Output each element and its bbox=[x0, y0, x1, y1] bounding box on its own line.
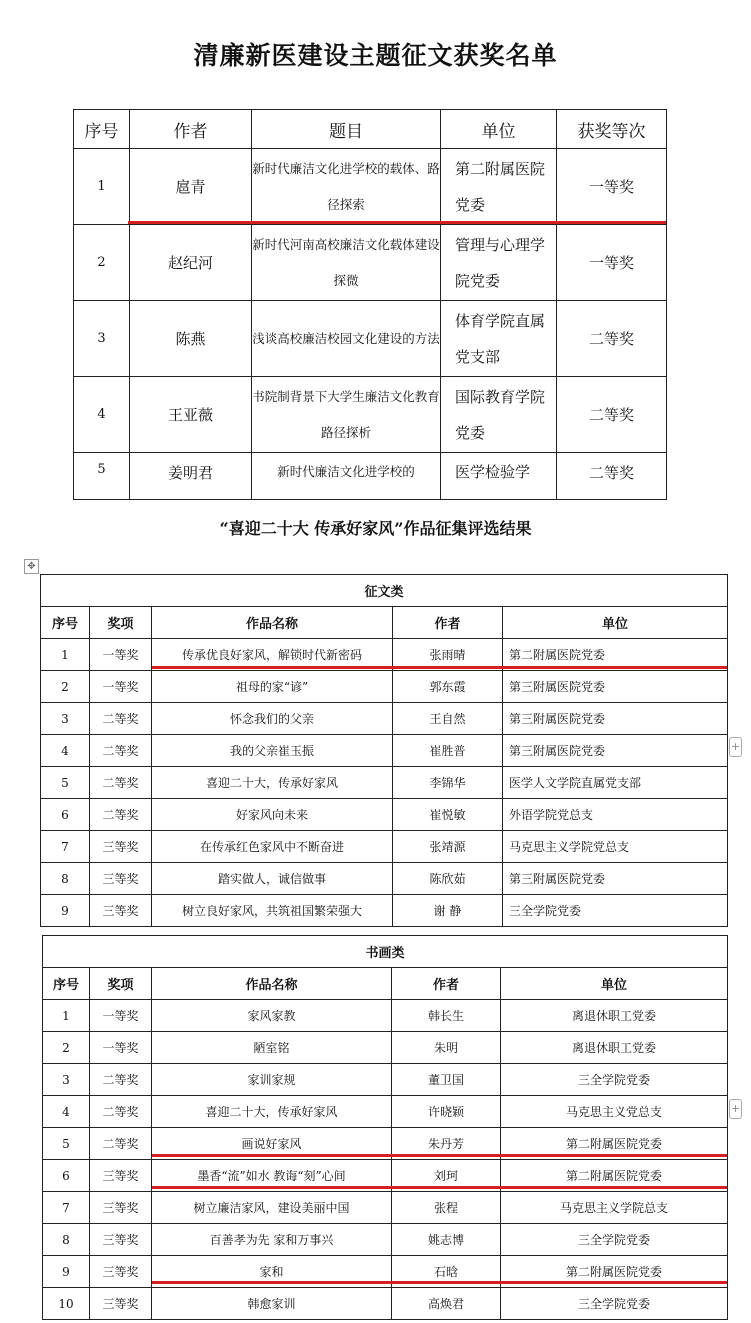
cell-award: 一等奖 bbox=[90, 1000, 152, 1032]
cell-author: 郭东霞 bbox=[393, 671, 503, 703]
cell-unit: 第三附属医院党委 bbox=[503, 703, 728, 735]
cell-num: 5 bbox=[43, 1128, 90, 1160]
cell-author: 姚志博 bbox=[392, 1224, 501, 1256]
cell-work: 踏实做人，诚信做事 bbox=[152, 863, 393, 895]
category-title: 书画类 bbox=[43, 936, 728, 968]
cell-num: 1 bbox=[43, 1000, 90, 1032]
cell-num: 1 bbox=[74, 149, 130, 225]
header-num: 序号 bbox=[43, 968, 90, 1000]
cell-author: 石晗 bbox=[392, 1256, 501, 1288]
cell-unit: 三全学院党委 bbox=[501, 1224, 728, 1256]
category-title: 征文类 bbox=[41, 575, 728, 607]
header-work: 作品名称 bbox=[152, 607, 393, 639]
cell-award: 一等奖 bbox=[557, 149, 667, 225]
cell-author: 陈欣茹 bbox=[393, 863, 503, 895]
cell-author: 崔悦敏 bbox=[393, 799, 503, 831]
cell-unit: 离退休职工党委 bbox=[501, 1032, 728, 1064]
cell-unit: 第三附属医院党委 bbox=[503, 671, 728, 703]
cell-unit: 三全学院党委 bbox=[503, 895, 728, 927]
cell-unit: 第三附属医院党委 bbox=[503, 863, 728, 895]
cell-work: 画说好家风 bbox=[152, 1128, 392, 1160]
table-row bbox=[43, 1032, 728, 1064]
cell-author: 李锦华 bbox=[393, 767, 503, 799]
table-row bbox=[41, 767, 728, 799]
cell-author: 张雨晴 bbox=[393, 639, 503, 671]
cell-award: 二等奖 bbox=[557, 301, 667, 377]
cell-award: 一等奖 bbox=[90, 639, 152, 671]
table-row bbox=[43, 1000, 728, 1032]
category-row bbox=[43, 936, 728, 968]
award-table-essay-contest bbox=[73, 109, 667, 500]
cell-num: 2 bbox=[41, 671, 90, 703]
cell-award: 三等奖 bbox=[90, 895, 152, 927]
header-topic: 题目 bbox=[252, 110, 441, 149]
table-row bbox=[41, 799, 728, 831]
cell-work: 家训家规 bbox=[152, 1064, 392, 1096]
table-header-row bbox=[41, 607, 728, 639]
cell-work: 家和 bbox=[152, 1256, 392, 1288]
cell-award: 三等奖 bbox=[90, 1288, 152, 1320]
cell-num: 1 bbox=[41, 639, 90, 671]
table-row bbox=[43, 1224, 728, 1256]
cell-author: 张程 bbox=[392, 1192, 501, 1224]
cell-work: 传承优良好家风，解锁时代新密码 bbox=[152, 639, 393, 671]
cell-num: 9 bbox=[43, 1256, 90, 1288]
cell-award: 二等奖 bbox=[90, 703, 152, 735]
cell-author: 张靖源 bbox=[393, 831, 503, 863]
cell-unit: 第三附属医院党委 bbox=[503, 735, 728, 767]
cell-award: 二等奖 bbox=[90, 1096, 152, 1128]
cell-award: 三等奖 bbox=[90, 831, 152, 863]
cell-work: 在传承红色家风中不断奋进 bbox=[152, 831, 393, 863]
cell-unit: 第二附属医院党委 bbox=[441, 149, 557, 225]
section-subtitle: “喜迎二十大 传承好家风”作品征集评选结果 bbox=[219, 519, 532, 538]
cell-num: 5 bbox=[74, 453, 130, 500]
cell-num: 8 bbox=[41, 863, 90, 895]
table-header-row bbox=[74, 110, 667, 149]
cell-unit: 离退休职工党委 bbox=[501, 1000, 728, 1032]
header-award: 获奖等次 bbox=[557, 110, 667, 149]
cell-author: 扈青 bbox=[130, 149, 252, 225]
add-row-icon[interactable]: + bbox=[729, 1099, 742, 1119]
cell-unit: 体育学院直属党支部 bbox=[441, 301, 557, 377]
cell-author: 高焕君 bbox=[392, 1288, 501, 1320]
cell-unit: 第二附属医院党委 bbox=[501, 1160, 728, 1192]
header-award: 奖项 bbox=[90, 607, 152, 639]
cell-work: 家风家教 bbox=[152, 1000, 392, 1032]
cell-unit: 第二附属医院党委 bbox=[501, 1128, 728, 1160]
cell-award: 二等奖 bbox=[90, 1128, 152, 1160]
cell-author: 姜明君 bbox=[130, 453, 252, 500]
cell-num: 10 bbox=[43, 1288, 90, 1320]
cell-num: 5 bbox=[41, 767, 90, 799]
cell-award: 三等奖 bbox=[90, 1256, 152, 1288]
cell-author: 王亚薇 bbox=[130, 377, 252, 453]
cell-award: 一等奖 bbox=[90, 671, 152, 703]
cell-award: 一等奖 bbox=[557, 225, 667, 301]
cell-num: 3 bbox=[43, 1064, 90, 1096]
cell-topic: 新时代河南高校廉洁文化载体建设探微 bbox=[252, 225, 441, 301]
cell-author: 韩长生 bbox=[392, 1000, 501, 1032]
header-unit: 单位 bbox=[503, 607, 728, 639]
cell-work: 我的父亲崔玉振 bbox=[152, 735, 393, 767]
cell-unit: 外语学院党总支 bbox=[503, 799, 728, 831]
cell-award: 一等奖 bbox=[90, 1032, 152, 1064]
cell-num: 7 bbox=[41, 831, 90, 863]
cell-author: 陈燕 bbox=[130, 301, 252, 377]
cell-work: 墨香“流”如水 教诲“刻”心间 bbox=[152, 1160, 392, 1192]
table-row bbox=[43, 1096, 728, 1128]
cell-award: 三等奖 bbox=[90, 1224, 152, 1256]
cell-topic: 浅谈高校廉洁校园文化建设的方法 bbox=[252, 301, 441, 377]
category-row bbox=[41, 575, 728, 607]
cell-award: 二等奖 bbox=[90, 1064, 152, 1096]
cell-work: 树立廉洁家风，建设美丽中国 bbox=[152, 1192, 392, 1224]
table-row bbox=[43, 1064, 728, 1096]
cell-author: 刘珂 bbox=[392, 1160, 501, 1192]
cell-num: 8 bbox=[43, 1224, 90, 1256]
cell-work: 陋室铭 bbox=[152, 1032, 392, 1064]
cell-award: 二等奖 bbox=[90, 767, 152, 799]
cell-author: 谢 静 bbox=[393, 895, 503, 927]
table-row bbox=[74, 453, 667, 500]
header-unit: 单位 bbox=[501, 968, 728, 1000]
header-num: 序号 bbox=[41, 607, 90, 639]
cell-topic: 书院制背景下大学生廉洁文化教育路径探析 bbox=[252, 377, 441, 453]
cell-award: 三等奖 bbox=[90, 1160, 152, 1192]
cell-unit: 医学人文学院直属党支部 bbox=[503, 767, 728, 799]
cell-author: 许晓颖 bbox=[392, 1096, 501, 1128]
cell-unit: 三全学院党委 bbox=[501, 1288, 728, 1320]
table-row bbox=[41, 863, 728, 895]
cell-num: 6 bbox=[43, 1160, 90, 1192]
cell-work: 树立良好家风，共筑祖国繁荣强大 bbox=[152, 895, 393, 927]
cell-unit: 管理与心理学院党委 bbox=[441, 225, 557, 301]
main-title: 清廉新医建设主题征文获奖名单 bbox=[193, 41, 558, 70]
table-row bbox=[41, 671, 728, 703]
table-row bbox=[41, 895, 728, 927]
cell-award: 二等奖 bbox=[557, 453, 667, 500]
table-row bbox=[41, 735, 728, 767]
cell-work: 韩愈家训 bbox=[152, 1288, 392, 1320]
cell-author: 王自然 bbox=[393, 703, 503, 735]
cell-work: 祖母的家“谚” bbox=[152, 671, 393, 703]
cell-num: 7 bbox=[43, 1192, 90, 1224]
table-row bbox=[74, 377, 667, 453]
cell-num: 2 bbox=[74, 225, 130, 301]
cell-num: 2 bbox=[43, 1032, 90, 1064]
cell-num: 4 bbox=[41, 735, 90, 767]
cell-unit: 医学检验学 bbox=[441, 453, 557, 500]
award-table-calligraphy-category bbox=[42, 935, 728, 1320]
table-row bbox=[74, 149, 667, 225]
cell-num: 3 bbox=[74, 301, 130, 377]
header-unit: 单位 bbox=[441, 110, 557, 149]
table-row bbox=[74, 225, 667, 301]
cell-work: 喜迎二十大，传承好家风 bbox=[152, 767, 393, 799]
cell-author: 朱明 bbox=[392, 1032, 501, 1064]
table-row bbox=[41, 831, 728, 863]
table-row bbox=[43, 1192, 728, 1224]
cell-unit: 第二附属医院党委 bbox=[503, 639, 728, 671]
cell-unit: 第二附属医院党委 bbox=[501, 1256, 728, 1288]
highlight-underline bbox=[152, 1154, 727, 1157]
cell-unit: 三全学院党委 bbox=[501, 1064, 728, 1096]
header-work: 作品名称 bbox=[152, 968, 392, 1000]
cell-num: 9 bbox=[41, 895, 90, 927]
cell-author: 董卫国 bbox=[392, 1064, 501, 1096]
cell-author: 朱丹芳 bbox=[392, 1128, 501, 1160]
highlight-underline bbox=[128, 221, 666, 224]
header-num: 序号 bbox=[74, 110, 130, 149]
cell-award: 二等奖 bbox=[557, 377, 667, 453]
cell-work: 怀念我们的父亲 bbox=[152, 703, 393, 735]
cell-author: 崔胜普 bbox=[393, 735, 503, 767]
cell-award: 三等奖 bbox=[90, 1192, 152, 1224]
cell-award: 三等奖 bbox=[90, 863, 152, 895]
cell-work: 百善孝为先 家和万事兴 bbox=[152, 1224, 392, 1256]
header-award: 奖项 bbox=[90, 968, 152, 1000]
header-author: 作者 bbox=[392, 968, 501, 1000]
cell-award: 二等奖 bbox=[90, 799, 152, 831]
cell-num: 6 bbox=[41, 799, 90, 831]
cell-unit: 马克思主义学院总支 bbox=[501, 1192, 728, 1224]
highlight-underline bbox=[152, 1186, 727, 1189]
cell-unit: 国际教育学院党委 bbox=[441, 377, 557, 453]
cell-unit: 马克思主义学院党总支 bbox=[503, 831, 728, 863]
cell-author: 赵纪河 bbox=[130, 225, 252, 301]
add-row-icon[interactable]: + bbox=[729, 737, 742, 757]
table-row bbox=[74, 301, 667, 377]
cell-num: 4 bbox=[43, 1096, 90, 1128]
table-header-row bbox=[43, 968, 728, 1000]
cell-num: 3 bbox=[41, 703, 90, 735]
cell-award: 二等奖 bbox=[90, 735, 152, 767]
award-table-essay-category bbox=[40, 574, 728, 927]
cell-topic: 新时代廉洁文化进学校的载体、路径探索 bbox=[252, 149, 441, 225]
cell-work: 好家风向未来 bbox=[152, 799, 393, 831]
cell-unit: 马克思主义党总支 bbox=[501, 1096, 728, 1128]
table-row bbox=[41, 703, 728, 735]
header-author: 作者 bbox=[130, 110, 252, 149]
highlight-underline bbox=[152, 666, 727, 669]
highlight-underline bbox=[152, 1281, 727, 1284]
header-author: 作者 bbox=[393, 607, 503, 639]
table-move-handle-icon[interactable]: ✥ bbox=[24, 559, 39, 574]
cell-work: 喜迎二十大，传承好家风 bbox=[152, 1096, 392, 1128]
table-row bbox=[43, 1288, 728, 1320]
cell-topic: 新时代廉洁文化进学校的 bbox=[252, 453, 441, 500]
cell-num: 4 bbox=[74, 377, 130, 453]
